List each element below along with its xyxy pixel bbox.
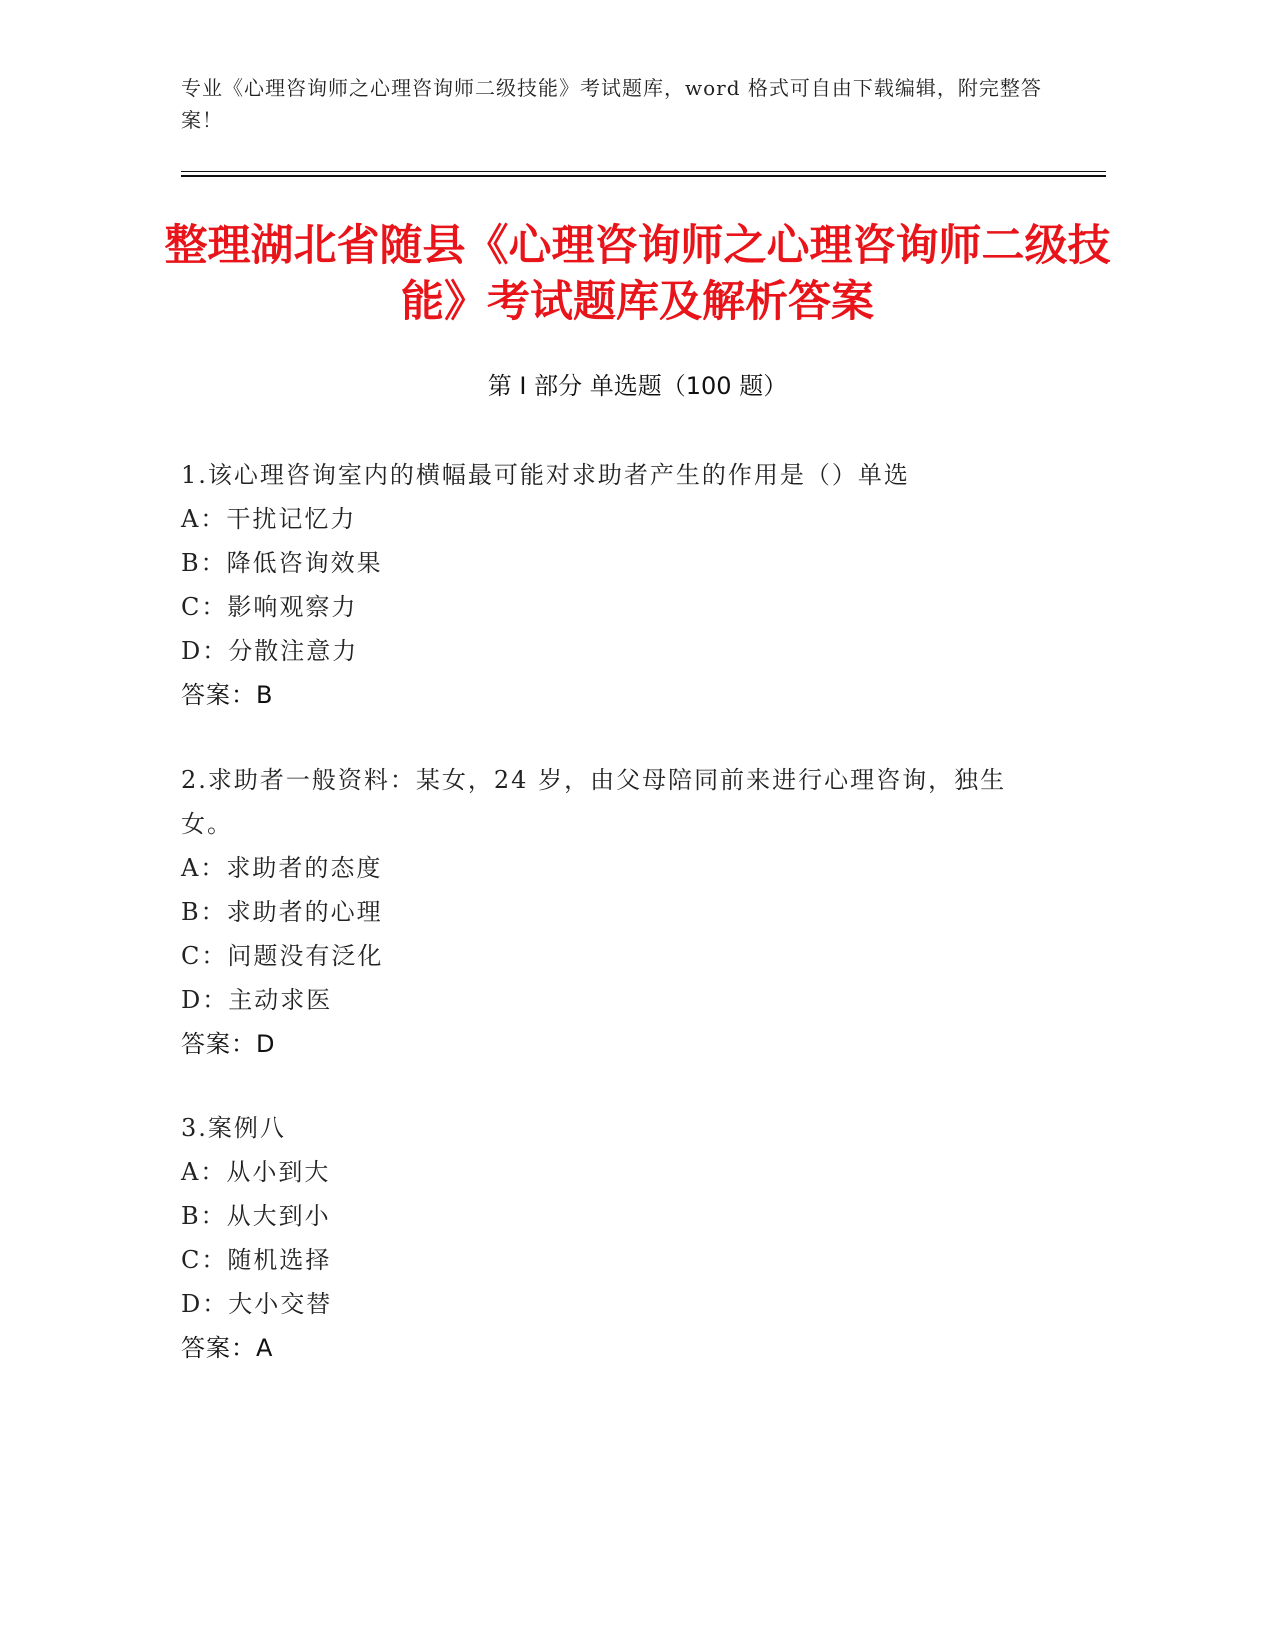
answer-label: 答案：D (181, 1030, 276, 1058)
option-b: B：从大到小 (181, 1202, 331, 1230)
answer-label: 答案：A (181, 1334, 274, 1362)
document-title: 整理湖北省随县《心理咨询师之心理咨询师二级技能》考试题库及解析答案 (164, 221, 1111, 327)
option-d: D：主动求医 (181, 986, 333, 1014)
question-1 (181, 453, 1041, 717)
question-2 (181, 758, 1041, 1066)
header-divider-thick (181, 175, 1106, 177)
option-c: C：随机选择 (181, 1246, 332, 1274)
option-c: C：影响观察力 (181, 593, 358, 621)
option-a: A：干扰记忆力 (181, 505, 357, 533)
option-d: D：大小交替 (181, 1290, 333, 1318)
answer-label: 答案：B (181, 681, 274, 709)
question-stem: 3.案例八 (181, 1114, 286, 1142)
question-stem: 2.求助者一般资料：某女，24 岁，由父母陪同前来进行心理咨询，独生女。 (181, 766, 1007, 838)
header-note: 专业《心理咨询师之心理咨询师二级技能》考试题库，word 格式可自由下载编辑，附完整答案！ (181, 76, 1042, 132)
option-a: A：从小到大 (181, 1158, 331, 1186)
option-b: B：降低咨询效果 (181, 549, 383, 577)
option-a: A：求助者的态度 (181, 854, 383, 882)
header-divider-thin (181, 171, 1106, 172)
option-d: D：分散注意力 (181, 637, 359, 665)
question-stem: 1.该心理咨询室内的横幅最可能对求助者产生的作用是（）单选 (181, 461, 910, 489)
option-c: C：问题没有泛化 (181, 942, 384, 970)
question-3 (181, 1106, 1041, 1370)
option-b: B：求助者的心理 (181, 898, 383, 926)
section-heading: 第 I 部分 单选题（100 题） (487, 372, 788, 400)
